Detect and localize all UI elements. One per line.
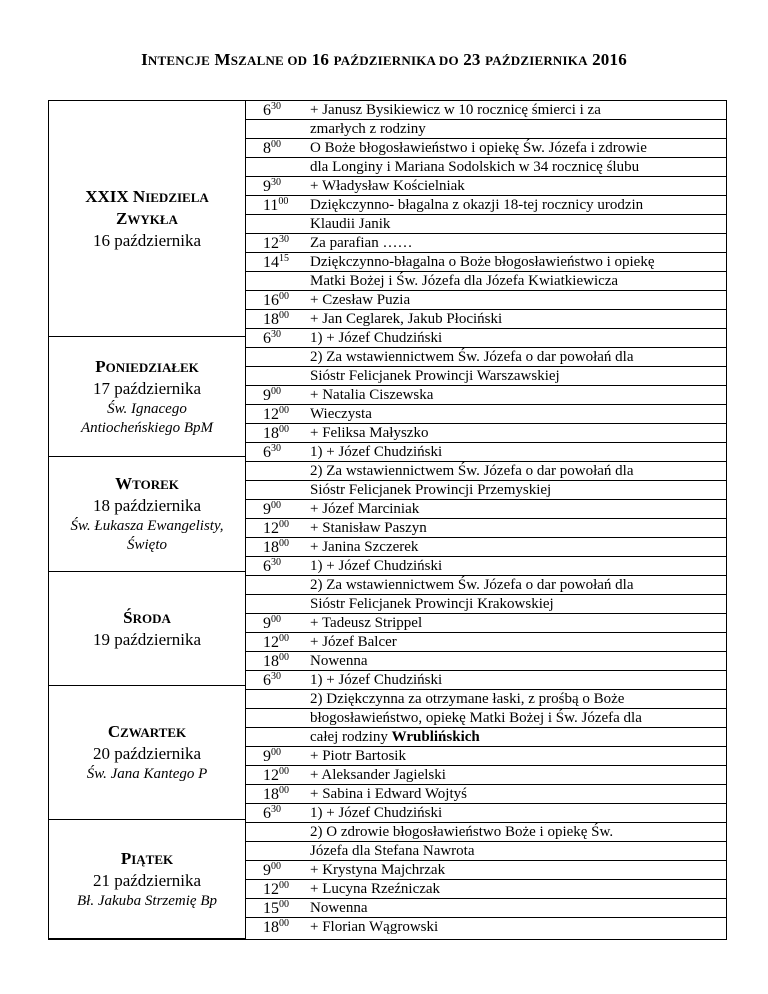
intention-row: [246, 519, 727, 538]
mass-hour: 9: [263, 862, 271, 879]
title-part: 23: [463, 50, 481, 69]
intention-text: [310, 614, 422, 633]
day-name: [95, 356, 199, 378]
intention-text-content: + Sabina i Edward Wojtyś: [310, 786, 467, 802]
intention-text-content: + Władysław Kościelniak: [310, 178, 465, 194]
mass-time: [263, 177, 281, 196]
mass-hour: 18: [263, 786, 279, 803]
intention-row: [246, 899, 727, 918]
intention-row: [246, 291, 727, 310]
intention-row: [246, 538, 727, 557]
mass-minute: 30: [279, 234, 289, 245]
intention-text: [310, 880, 440, 899]
day-cell-sunday: [49, 101, 245, 337]
mass-hour: 18: [263, 539, 279, 556]
intention-text: [310, 690, 624, 709]
intention-text-content: 1) + Józef Chudziński: [310, 672, 443, 688]
intention-row: [246, 766, 727, 785]
mass-time: [263, 614, 281, 633]
mass-hour: 18: [263, 919, 279, 936]
mass-hour: 12: [263, 881, 279, 898]
day-cell-tuesday: [49, 457, 245, 572]
mass-hour: 12: [263, 520, 279, 537]
intention-text-content: O Boże błogosławieństwo i opiekę Św. Józefa i zdrowie: [310, 140, 647, 156]
mass-hour: 9: [263, 178, 271, 195]
mass-hour: 15: [263, 900, 279, 917]
mass-hour: 9: [263, 387, 271, 404]
intention-text-content: 2) Za wstawiennictwem Św. Józefa o dar powołań dla: [310, 463, 634, 479]
intention-row: [246, 861, 727, 880]
intention-text-content: całej rodziny: [310, 729, 392, 745]
intention-text-content: Dziękczynno- błagalna z okazji 18-tej rocznicy urodzin: [310, 197, 644, 213]
mass-minute: 00: [279, 633, 289, 644]
intention-row: [246, 215, 727, 234]
mass-time: [263, 291, 289, 310]
intention-row: [246, 918, 727, 937]
mass-minute: 00: [279, 766, 289, 777]
page-title: [0, 50, 768, 71]
mass-time: [263, 538, 289, 557]
intention-text-content: + Jan Ceglarek, Jakub Płociński: [310, 311, 503, 327]
intention-text: [310, 272, 618, 291]
intention-text: [310, 443, 442, 462]
intention-row: [246, 196, 727, 215]
intention-text-content: Wieczysta: [310, 406, 372, 422]
title-part: I: [141, 50, 148, 69]
intention-text: [310, 652, 367, 671]
intention-text-content: 1) + Józef Chudziński: [310, 444, 443, 460]
mass-time: [263, 196, 288, 215]
mass-minute: 00: [279, 424, 289, 435]
intention-row: [246, 462, 727, 481]
mass-hour: 8: [263, 140, 271, 157]
intention-text: [310, 386, 433, 405]
intention-row: [246, 234, 727, 253]
mass-time: [263, 557, 281, 576]
intention-row: [246, 614, 727, 633]
intention-text-content: Sióstr Felicjanek Prowincji Przemyskiej: [310, 482, 552, 498]
day-date: 21 października: [92, 870, 202, 890]
intention-text: [310, 291, 410, 310]
intention-row: [246, 576, 727, 595]
intention-text: [310, 804, 442, 823]
mass-minute: 00: [271, 139, 281, 150]
day-saint: Święto: [127, 537, 167, 553]
intention-text: [310, 367, 560, 386]
intention-row: [246, 595, 727, 614]
title-part: SZALNE OD: [230, 53, 308, 68]
mass-hour: 18: [263, 653, 279, 670]
day-cell-wednesday: [49, 572, 245, 686]
intention-text-content: Sióstr Felicjanek Prowincji Warszawskiej: [310, 368, 560, 384]
day-name-rest: IĄTEK: [131, 851, 174, 867]
mass-time: [263, 899, 289, 918]
mass-minute: 00: [271, 386, 281, 397]
intention-text-content: + Czesław Puzia: [310, 292, 411, 308]
intention-text: [310, 253, 654, 272]
intention-row: [246, 405, 727, 424]
intention-text-content: Za parafian ……: [310, 235, 413, 251]
intention-row: [246, 709, 727, 728]
day-date: 19 października: [92, 629, 202, 649]
intention-text-content: + Krystyna Majchrzak: [310, 862, 446, 878]
mass-hour: 16: [263, 292, 279, 309]
day-name-initial: Ś: [123, 607, 133, 627]
mass-time: [263, 405, 289, 424]
day-name: [108, 721, 186, 743]
day-name-initial: XXIX N: [85, 186, 146, 206]
mass-minute: 30: [271, 101, 281, 112]
day-name-initial: W: [115, 474, 133, 493]
intention-row: [246, 690, 727, 709]
intention-row: [246, 139, 727, 158]
mass-minute: 00: [279, 899, 289, 910]
intention-text-content: 2) Dziękczynna za otrzymane łaski, z prośbą o Boże: [310, 691, 625, 707]
intention-row: [246, 310, 727, 329]
mass-time: [263, 500, 281, 519]
intention-text: [310, 842, 475, 861]
mass-time: [263, 861, 281, 880]
mass-minute: 30: [271, 804, 281, 815]
intention-text: [310, 405, 372, 424]
title-part: 16: [311, 50, 330, 69]
intention-row: [246, 500, 727, 519]
title-part: NTENCJE: [147, 53, 210, 68]
mass-minute: 00: [279, 519, 289, 530]
title-part: PAŹDZIERNIKA DO: [333, 53, 459, 68]
intention-text-content: Nowenna: [310, 653, 368, 669]
intention-row: [246, 348, 727, 367]
intention-text-content: + Piotr Bartosik: [310, 748, 406, 764]
intention-text: [310, 747, 406, 766]
intention-text: [310, 215, 390, 234]
mass-time: [263, 785, 289, 804]
intention-row: [246, 329, 727, 348]
intention-text: [310, 177, 465, 196]
mass-hour: 12: [263, 634, 279, 651]
day-name-rest: IEDZIELA: [145, 189, 209, 205]
mass-time: [263, 747, 281, 766]
day-saint: Św. Łukasza Ewangelisty,: [70, 518, 224, 534]
mass-hour: 9: [263, 748, 271, 765]
mass-hour: 6: [263, 102, 271, 119]
day-date: 17 października: [92, 378, 202, 398]
intention-text-content: Sióstr Felicjanek Prowincji Krakowskiej: [310, 596, 554, 612]
intention-text-content: 1) + Józef Chudziński: [310, 558, 443, 574]
intention-text: [310, 709, 642, 728]
intention-text-content: + Feliksa Małyszko: [310, 425, 429, 441]
intention-row: [246, 481, 727, 500]
mass-hour: 6: [263, 805, 271, 822]
intention-text: [310, 101, 601, 120]
intention-text: [310, 120, 426, 139]
mass-hour: 6: [263, 558, 271, 575]
intention-row: [246, 253, 727, 272]
mass-time: [263, 766, 289, 785]
intention-text: [310, 348, 634, 367]
intention-row: [246, 652, 727, 671]
mass-time: [263, 633, 289, 652]
day-name: [115, 473, 179, 495]
mass-time: [263, 804, 281, 823]
mass-time: [263, 329, 281, 348]
mass-hour: 12: [263, 406, 279, 423]
mass-minute: 00: [271, 861, 281, 872]
mass-minute: 30: [271, 443, 281, 454]
mass-hour: 9: [263, 501, 271, 518]
intention-text-content: dla Longiny i Mariana Sodolskich w 34 rocznicę ślubu: [310, 159, 640, 175]
day-date: 16 października: [92, 230, 202, 250]
intention-text-content: Józefa dla Stefana Nawrota: [310, 843, 475, 859]
intention-text: [310, 481, 551, 500]
mass-minute: 00: [279, 918, 289, 929]
mass-minute: 00: [279, 405, 289, 416]
mass-time: [263, 918, 289, 937]
intention-row: [246, 177, 727, 196]
day-cell-thursday: [49, 686, 245, 820]
intention-text-content: Matki Bożej i Św. Józefa dla Józefa Kwiatkiewicza: [310, 273, 619, 289]
day-name-initial: P: [120, 848, 132, 868]
intention-text-bold: Wrublińskich: [391, 729, 480, 745]
day-date: 20 października: [92, 744, 202, 763]
intention-text: [310, 462, 634, 481]
intention-text-content: + Florian Wągrowski: [310, 919, 439, 935]
intention-text-content: Dziękczynno-błagalna o Boże błogosławieństwo i opiekę: [310, 254, 655, 270]
intention-row: [246, 880, 727, 899]
mass-time: [263, 139, 281, 158]
mass-minute: 00: [278, 196, 289, 207]
mass-time: [263, 652, 289, 671]
intention-row: [246, 823, 727, 842]
mass-hour: 11: [263, 197, 279, 214]
day-name-line2: [116, 208, 178, 230]
intention-text-content: Klaudii Janik: [310, 216, 391, 232]
title-part: PAŹDZIERNIKA: [485, 53, 588, 68]
intention-text: [310, 538, 418, 557]
day-saint: Św. Jana Kantego P: [86, 766, 208, 782]
intention-text-content: 2) Za wstawiennictwem Św. Józefa o dar powołań dla: [310, 577, 634, 593]
day-saint: Św. Ignacego: [107, 400, 187, 417]
intention-row: [246, 557, 727, 576]
mass-hour: 14: [263, 254, 279, 271]
day-name: [121, 848, 173, 870]
intention-row: [246, 842, 727, 861]
intention-text: [310, 234, 412, 253]
mass-hour: 6: [263, 672, 271, 689]
intention-text: [310, 424, 428, 443]
intention-text-content: + Janusz Bysikiewicz w 10 rocznicę śmierci i za: [310, 102, 601, 118]
day-name-initial: P: [95, 356, 106, 376]
intention-row: [246, 633, 727, 652]
mass-hour: 6: [263, 444, 271, 461]
intention-text-content: błogosławieństwo, opiekę Matki Bożej i Św. Józefa dla: [310, 710, 642, 726]
intention-row: [246, 272, 727, 291]
intention-text: [310, 728, 480, 747]
intention-text: [310, 139, 647, 158]
intention-text: [310, 519, 427, 538]
intention-text-content: + Natalia Ciszewska: [310, 387, 434, 403]
intention-row: [246, 386, 727, 405]
intention-text-content: 1) + Józef Chudziński: [310, 805, 443, 821]
intention-text-content: + Aleksander Jagielski: [310, 767, 446, 783]
day-name: [85, 186, 209, 208]
mass-minute: 00: [279, 538, 289, 549]
mass-minute: 15: [279, 253, 289, 264]
intention-text: [310, 633, 397, 652]
intention-text: [310, 766, 446, 785]
intention-text: [310, 500, 419, 519]
mass-time: [263, 880, 289, 899]
intention-text: [310, 557, 442, 576]
intention-text-content: 1) + Józef Chudziński: [310, 330, 443, 346]
intention-text: [310, 576, 634, 595]
intention-text-content: + Józef Marciniak: [310, 501, 420, 517]
mass-minute: 00: [279, 880, 289, 891]
mass-time: [263, 310, 289, 329]
intention-text: [310, 671, 442, 690]
intention-text: [310, 595, 554, 614]
mass-minute: 30: [271, 177, 281, 188]
day-saint: Bł. Jakuba Strzemię Bp: [77, 892, 217, 909]
day-date: 18 października: [92, 496, 202, 515]
mass-time: [263, 253, 289, 272]
day-cell-friday: [49, 820, 245, 939]
intention-text: [310, 823, 613, 842]
mass-minute: 00: [271, 500, 281, 511]
mass-hour: 18: [263, 311, 279, 328]
intention-text-content: 2) O zdrowie błogosławieństwo Boże i opiekę Św.: [310, 824, 614, 840]
intention-text: [310, 899, 367, 918]
intention-row: [246, 671, 727, 690]
intention-text: [310, 310, 502, 329]
day-name: [123, 607, 171, 629]
intention-row: [246, 367, 727, 386]
intention-row: [246, 101, 727, 120]
intention-text-content: + Lucyna Rzeźniczak: [310, 881, 441, 897]
intention-text-content: + Józef Balcer: [310, 634, 397, 650]
mass-hour: 12: [263, 767, 279, 784]
mass-minute: 00: [279, 785, 289, 796]
day-name-initial: Z: [116, 208, 128, 228]
intention-text: [310, 918, 438, 937]
intention-row: [246, 804, 727, 823]
mass-time: [263, 386, 281, 405]
intention-text: [310, 785, 467, 804]
title-part: M: [214, 50, 231, 69]
day-cell-monday: [49, 337, 245, 457]
intention-row: [246, 728, 727, 747]
intention-text: [310, 861, 445, 880]
mass-minute: 00: [271, 747, 281, 758]
mass-minute: 00: [279, 652, 289, 663]
intention-row: [246, 424, 727, 443]
intention-row: [246, 747, 727, 766]
mass-hour: 9: [263, 615, 271, 632]
mass-time: [263, 519, 289, 538]
title-part: 2016: [592, 50, 627, 69]
mass-time: [263, 671, 281, 690]
mass-time: [263, 424, 289, 443]
day-name-initial: C: [107, 722, 121, 741]
intention-text-content: Nowenna: [310, 900, 368, 916]
day-name-rest: RODA: [132, 610, 171, 626]
mass-minute: 30: [271, 557, 281, 568]
intention-row: [246, 158, 727, 177]
day-name-rest: ZWARTEK: [120, 725, 187, 740]
mass-minute: 00: [271, 614, 281, 625]
mass-time: [263, 101, 281, 120]
mass-minute: 30: [271, 329, 281, 340]
intention-row: [246, 785, 727, 804]
mass-hour: 12: [263, 235, 279, 252]
day-saint: Antiocheńskiego BpM: [80, 419, 214, 436]
intention-text-content: + Stanisław Paszyn: [310, 520, 427, 536]
day-name-rest: ONIEDZIAŁEK: [105, 359, 199, 375]
mass-time: [263, 234, 289, 253]
day-name-rest: WYKŁA: [127, 211, 178, 227]
mass-minute: 00: [279, 291, 289, 302]
day-name-rest: TOREK: [132, 477, 179, 492]
intention-text: [310, 329, 442, 348]
intention-text-content: + Tadeusz Strippel: [310, 615, 423, 631]
intention-text-content: zmarłych z rodziny: [310, 121, 426, 137]
schedule-table: [48, 100, 727, 940]
intention-text: [310, 196, 643, 215]
mass-minute: 00: [279, 310, 289, 321]
intention-text-content: 2) Za wstawiennictwem Św. Józefa o dar powołań dla: [310, 349, 634, 365]
intention-text-content: + Janina Szczerek: [310, 539, 419, 555]
intention-row: [246, 120, 727, 139]
mass-time: [263, 443, 281, 462]
mass-minute: 30: [271, 671, 281, 682]
mass-hour: 18: [263, 425, 279, 442]
mass-hour: 6: [263, 330, 271, 347]
intention-text: [310, 158, 639, 177]
intention-row: [246, 443, 727, 462]
